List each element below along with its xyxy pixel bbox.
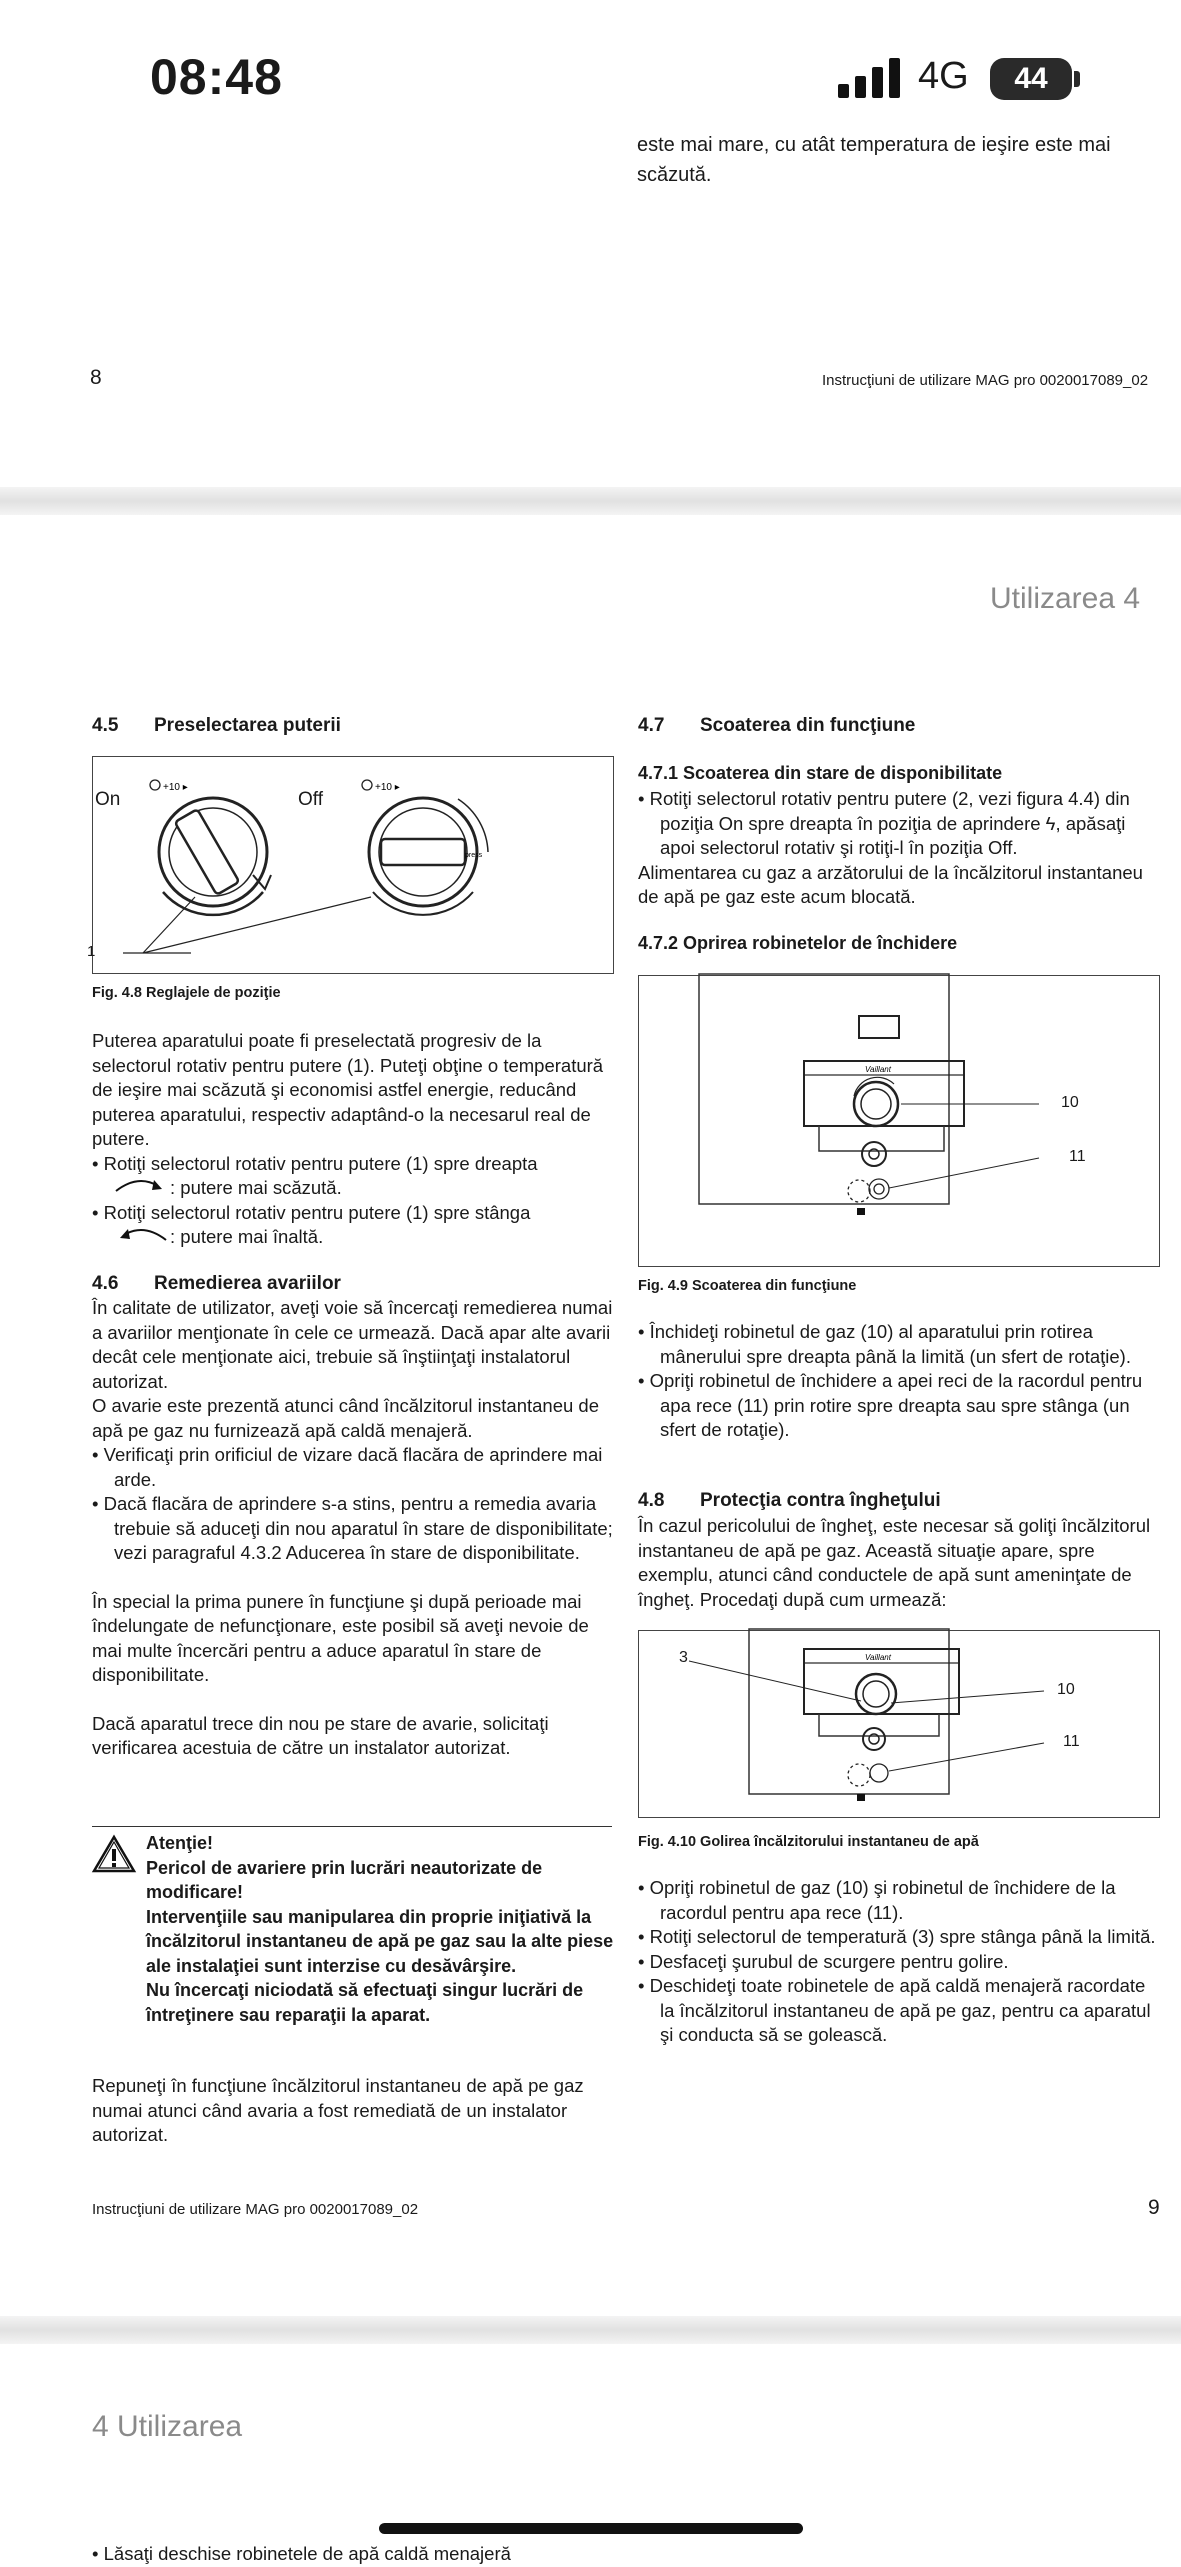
fig49-callout-11: 11 (1069, 1148, 1086, 1165)
battery-level: 44 (1014, 62, 1048, 95)
warning-box (92, 1826, 612, 2057)
s48-bullet3: • Desfaceţi şurubul de scurgere pentru golire. (638, 1950, 1009, 1972)
page10-tail-text: • Lăsaţi deschise robinetele de apă caldă menajeră (92, 2543, 511, 2564)
page9-footer: Instrucţiuni de utilizare MAG pro 0020017089_02 (92, 2201, 419, 2218)
fig410-callout-11: 11 (1063, 1733, 1080, 1750)
s46-para2: O avarie este prezentă atunci când încălzitorul instantaneu de apă pe gaz nu furnizează apă caldă menajeră. (92, 1395, 600, 1441)
s472-body (638, 1320, 1163, 1443)
s45-para1: Puterea aparatului poate fi preselectată progresiv de la selectorul rotativ pentru putere (1). Puteţi obţine o temperatură de ieşire mai scăzută şi economisi astfel energie, reducând puterea aparatului, respectiv adaptând-o la necesarul real de putere. (92, 1030, 604, 1149)
svg-text:Vaillant: Vaillant (865, 1653, 891, 1662)
s47-num: 4.7 (638, 715, 665, 736)
page8-tail-text: este mai mare, cu atât temperatura de ieşire este mai scăzută. (637, 134, 1111, 186)
s472-heading: 4.7.2 Oprirea robinetelor de închidere (638, 933, 958, 953)
s47-heading (638, 715, 915, 737)
page10-section-header: 4 Utilizarea (92, 2410, 243, 2443)
fig-on-label: On (95, 789, 121, 810)
s48-bullet2: • Rotiţi selectorul de temperatură (3) spre stânga până la limită. (638, 1926, 1156, 1947)
svg-text:+10 ▸: +10 ▸ (163, 782, 188, 793)
s471-heading: 4.7.1 Scoaterea din stare de disponibilitate (638, 763, 1003, 783)
page8-number: 8 (90, 366, 102, 389)
warning-content (146, 1831, 616, 2027)
page8-footer: Instrucţiuni de utilizare MAG pro 0020017089_02 (822, 372, 1149, 389)
turn-left-icon (114, 1225, 170, 1250)
page10-tail (92, 2542, 792, 2564)
battery-tip (1074, 71, 1080, 87)
warning-text1: Intervenţiile sau manipularea din proprie iniţiativă la încălzitorul instantaneu de apă pe gaz sau la alte piese ale instalaţiei sunt interzise cu desăvârşire. (146, 1906, 614, 1976)
drain-illustration (639, 1631, 1159, 1817)
heater-illustration (639, 976, 1159, 1266)
page-separator (0, 487, 1181, 515)
s48-bullet4: • Deschideţi toate robinetele de apă caldă menajeră racordate la încălzitorul instantaneu de apă pe gaz, pentru ca aparatul şi conducta să se golească. (638, 1975, 1151, 2045)
fig-4-10 (638, 1630, 1160, 1818)
fig-4-9-caption: Fig. 4.9 Scoaterea din funcţiune (638, 1278, 857, 1294)
s48-title: Protecţia contra îngheţului (700, 1490, 941, 1511)
s48-bullet1: • Opriţi robinetul de gaz (10) şi robinetul de închidere de la racordul pentru apa rece (11). (638, 1877, 1116, 1923)
fig-4-8-caption: Fig. 4.8 Reglajele de poziţie (92, 985, 281, 1001)
page-separator-2 (0, 2316, 1181, 2344)
s48-para1: În cazul pericolului de îngheţ, este necesar să goliţi încălzitorul instantaneu de apă pe gaz. Această situaţie apare, spre exemplu, atunci când conductele de apă sunt ameninţate de îngheţ. Procedaţi după cum urmează: (638, 1515, 1151, 1610)
s46-num: 4.6 (92, 1273, 119, 1294)
dial-illustration (93, 757, 613, 973)
s45-bullet2: • Rotiţi selectorul rotativ pentru putere (1) spre stânga (92, 1201, 531, 1223)
s45-body (92, 1029, 612, 1250)
s48-heading (638, 1490, 941, 1512)
s45-bullet1b: : putere mai scăzută. (92, 1176, 612, 1201)
s46-para5: Repuneţi în funcţiune încălzitorul instantaneu de apă pe gaz numai atunci când avaria a fost remediată de un instalator autorizat. (92, 2075, 584, 2145)
network-label: 4G (918, 55, 969, 97)
s45-bullet1: • Rotiţi selectorul rotativ pentru putere (1) spre dreapta (92, 1152, 538, 1174)
turn-right-icon (114, 1176, 170, 1201)
s472-bullet1: • Închideţi robinetul de gaz (10) al aparatului prin rotirea mânerului spre dreapta până la limită (un sfert de rotaţie). (638, 1321, 1131, 1367)
s46-bullet2: • Dacă flacăra de aprindere s-a stins, pentru a remedia avaria trebuie să aduceţi din nou aparatul în stare de disponibilitate; vezi paragraful 4.3.2 Aducerea în stare de disponibilitate. (92, 1493, 613, 1563)
s471-para: Alimentarea cu gaz a arzătorului de la încălzitorul instantaneu de apă pe gaz este acum blocată. (638, 861, 1143, 907)
svg-text:+10 ▸: +10 ▸ (375, 782, 400, 793)
warning-title: Atenţie! (146, 1833, 213, 1853)
status-time: 08:48 (150, 49, 283, 105)
s48-num: 4.8 (638, 1490, 665, 1511)
fig-4-9 (638, 975, 1160, 1267)
fig-4-10-caption: Fig. 4.10 Golirea încălzitorului instantaneu de apă (638, 1834, 979, 1850)
s45-title: Preselectarea puterii (154, 715, 341, 736)
s46-title: Remedierea avariilor (154, 1273, 341, 1294)
svg-text:press: press (465, 852, 483, 859)
fig410-callout-10: 10 (1057, 1681, 1075, 1698)
s472-bullet2: • Opriţi robinetul de închidere a apei reci de la racordul pentru apa rece (11) prin rotire spre dreapta sau spre stânga (un sfert de rotaţie). (638, 1370, 1143, 1440)
s46-heading (92, 1273, 341, 1295)
svg-text:Vaillant: Vaillant (865, 1065, 891, 1074)
s45-num: 4.5 (92, 715, 119, 736)
s46-para4: Dacă aparatul trece din nou pe stare de avarie, solicitaţi verificarea acestuia de către un instalator autorizat. (92, 1712, 549, 1758)
page9-section-header: Utilizarea 4 (990, 582, 1141, 615)
battery-icon (990, 58, 1072, 100)
s45-bullet2b: : putere mai înaltă. (92, 1225, 612, 1250)
s46-para1: În calitate de utilizator, aveţi voie să încercaţi remedierea numai a avariilor menţionate în cele ce urmează. Dacă apar alte avarii decât cele menţionate aici, trebuie să înştiinţaţi instalatorul autorizat. (92, 1297, 613, 1392)
fig49-callout-10: 10 (1061, 1094, 1079, 1111)
s471-bullet: • Rotiţi selectorul rotativ pentru putere (2, vezi figura 4.4) din poziţia On spre dreapta în poziţia de aprindere ϟ, apăsaţi apoi selectorul rotativ şi rotiţi-l în poziţia Off. (638, 788, 1130, 858)
s46-bullet1: • Verificaţi prin orificiul de vizare dacă flacăra de aprindere mai arde. (92, 1444, 603, 1490)
page9-number: 9 (1148, 2196, 1160, 2219)
s47-title: Scoaterea din funcţiune (700, 715, 916, 736)
warning-text2: Nu încercaţi niciodată să efectuaţi singur lucrări de întreţinere sau reparaţii la aparat. (146, 1980, 584, 2025)
s45-heading (92, 715, 341, 737)
s48-body (638, 1876, 1163, 2048)
s46-para3: În special la prima punere în funcţiune şi după perioade mai îndelungate de nefuncţionare, este posibil să aveţi nevoie de mai multe încercări pentru a aduce aparatul în stare de disponibilitate. (92, 1590, 589, 1685)
warning-subtitle: Pericol de avariere prin lucrări neautorizate de modificare! (146, 1857, 543, 1902)
fig-4-8 (87, 756, 614, 974)
fig410-callout-3: 3 (679, 1649, 688, 1666)
fig-off-label: Off (298, 789, 323, 810)
s46-body (92, 1296, 617, 1761)
page8-tail (637, 134, 1157, 190)
s471-body (638, 787, 1163, 910)
home-indicator[interactable] (379, 2523, 803, 2534)
warning-icon (92, 1835, 136, 1873)
signal-icon (838, 58, 902, 98)
fig-callout-1: 1 (87, 943, 96, 960)
